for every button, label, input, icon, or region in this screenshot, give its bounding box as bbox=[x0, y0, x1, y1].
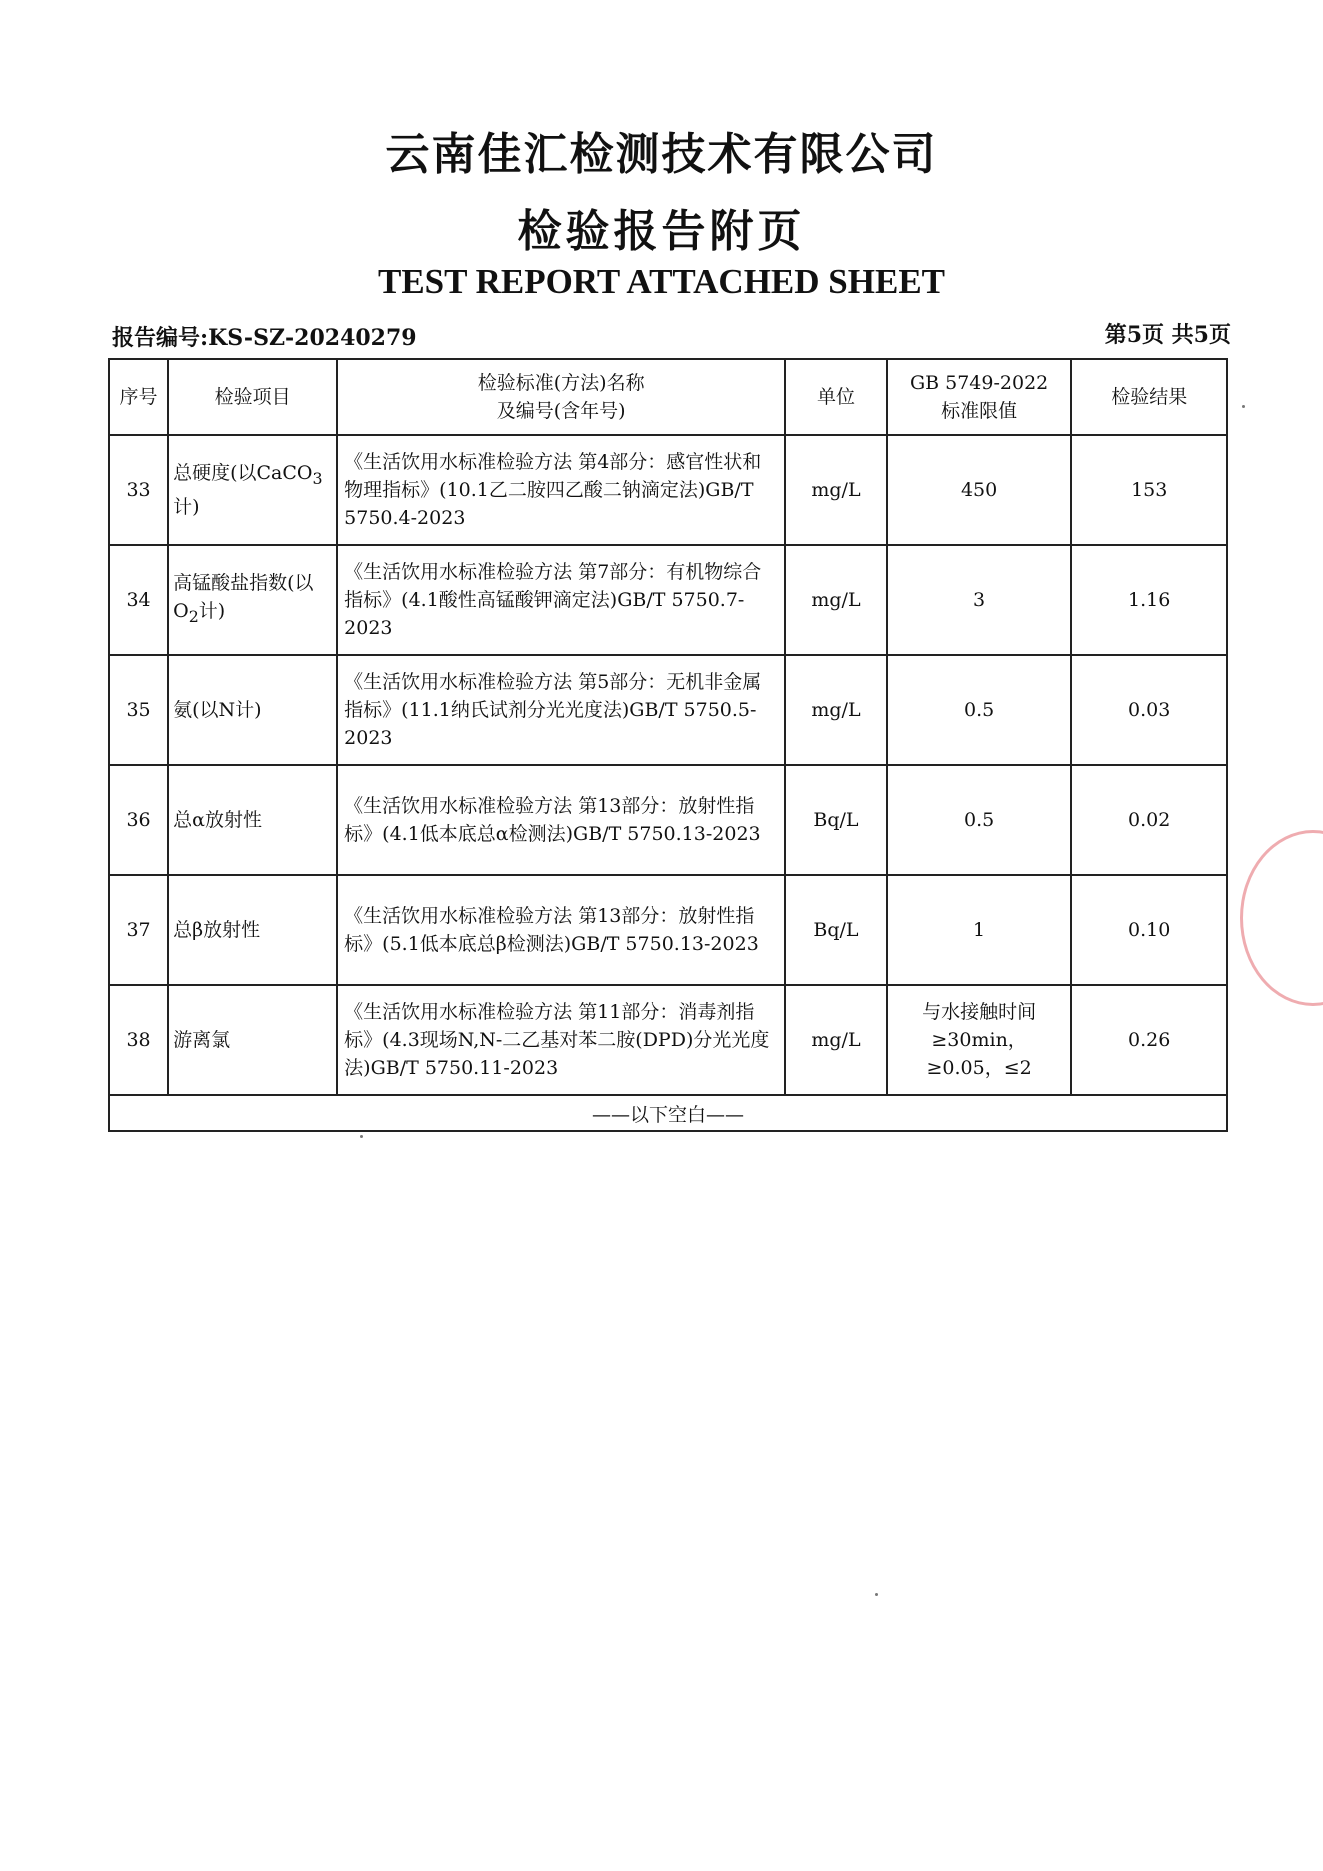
company-name: 云南佳汇检测技术有限公司 bbox=[385, 129, 938, 180]
table-row bbox=[109, 985, 1227, 1095]
row-result: 0.02 bbox=[1071, 765, 1227, 875]
row-limit: 450 bbox=[887, 435, 1072, 545]
row-method: 《生活饮用水标准检验方法 第13部分：放射性指标》(5.1低本底总β检测法)GB/T 5750.13-2023 bbox=[337, 875, 785, 985]
table-footer-row bbox=[109, 1095, 1227, 1131]
row-item-text: 氨(以N计) bbox=[173, 699, 262, 721]
header-limit-line1: GB 5749-2022 bbox=[909, 372, 1049, 394]
row-method: 《生活饮用水标准检验方法 第7部分：有机物综合指标》(4.1酸性高锰酸钾滴定法)GB/T 5750.7-2023 bbox=[337, 545, 785, 655]
row-item-suffix: 计) bbox=[198, 600, 226, 623]
report-title-cn: 检验报告附页 bbox=[517, 206, 806, 257]
table-row bbox=[109, 765, 1227, 875]
header-method-line1: 检验标准(方法)名称 bbox=[477, 372, 645, 394]
table-row bbox=[109, 545, 1227, 655]
header-limit-line2: 标准限值 bbox=[941, 400, 1018, 422]
row-unit: Bq/L bbox=[785, 765, 887, 875]
row-item-text: 游离氯 bbox=[173, 1029, 231, 1051]
header-item: 检验项目 bbox=[168, 359, 337, 435]
row-method: 《生活饮用水标准检验方法 第11部分：消毒剂指标》(4.3现场N,N-二乙基对苯二胺(DPD)分光光度法)GB/T 5750.11-2023 bbox=[337, 985, 785, 1095]
row-limit: 3 bbox=[887, 545, 1072, 655]
table-row bbox=[109, 875, 1227, 985]
seal-stamp bbox=[1240, 830, 1323, 1006]
blank-below-note: ——以下空白—— bbox=[109, 1095, 1227, 1131]
row-limit: 0.5 bbox=[887, 655, 1072, 765]
row-limit: 0.5 bbox=[887, 765, 1072, 875]
row-method: 《生活饮用水标准检验方法 第13部分：放射性指标》(4.1低本底总α检测法)GB/T 5750.13-2023 bbox=[337, 765, 785, 875]
row-result: 153 bbox=[1071, 435, 1227, 545]
row-no: 38 bbox=[109, 985, 168, 1095]
row-item-text: 总硬度(以CaCO bbox=[173, 462, 313, 485]
row-method: 《生活饮用水标准检验方法 第5部分：无机非金属指标》(11.1纳氏试剂分光光度法)GB/T 5750.5-2023 bbox=[337, 655, 785, 765]
report-title-en: TEST REPORT ATTACHED SHEET bbox=[377, 262, 946, 301]
row-result: 1.16 bbox=[1071, 545, 1227, 655]
row-item bbox=[168, 545, 337, 655]
row-result: 0.26 bbox=[1071, 985, 1227, 1095]
report-number: 报告编号:KS-SZ-20240279 bbox=[112, 325, 417, 351]
row-unit: mg/L bbox=[785, 655, 887, 765]
header-method-line2: 及编号(含年号) bbox=[496, 400, 626, 422]
row-unit: Bq/L bbox=[785, 875, 887, 985]
table-row bbox=[109, 655, 1227, 765]
row-item-text: 高锰酸盐指数(以O bbox=[173, 572, 314, 623]
header-no: 序号 bbox=[109, 359, 168, 435]
row-item bbox=[168, 765, 337, 875]
row-unit: mg/L bbox=[785, 985, 887, 1095]
row-method: 《生活饮用水标准检验方法 第4部分：感官性状和物理指标》(10.1乙二胺四乙酸二钠滴定法)GB/T 5750.4-2023 bbox=[337, 435, 785, 545]
row-result: 0.10 bbox=[1071, 875, 1227, 985]
scan-speck bbox=[1242, 405, 1245, 408]
row-result: 0.03 bbox=[1071, 655, 1227, 765]
header-limit bbox=[887, 359, 1072, 435]
row-item bbox=[168, 875, 337, 985]
header-method bbox=[337, 359, 785, 435]
row-item-subscript: 3 bbox=[312, 468, 323, 488]
row-item-subscript: 2 bbox=[188, 606, 199, 626]
row-item-suffix: 计) bbox=[173, 495, 200, 518]
row-limit: 1 bbox=[887, 875, 1072, 985]
row-limit: 与水接触时间≥30min，≥0.05，≤2 bbox=[887, 985, 1072, 1095]
row-unit: mg/L bbox=[785, 545, 887, 655]
row-item-text: 总α放射性 bbox=[173, 809, 262, 831]
scan-speck bbox=[875, 1593, 878, 1596]
row-no: 36 bbox=[109, 765, 168, 875]
row-no: 33 bbox=[109, 435, 168, 545]
row-unit: mg/L bbox=[785, 435, 887, 545]
row-no: 35 bbox=[109, 655, 168, 765]
results-table bbox=[108, 358, 1228, 1132]
row-item bbox=[168, 435, 337, 545]
row-no: 37 bbox=[109, 875, 168, 985]
row-item-text: 总β放射性 bbox=[173, 919, 261, 941]
table-header-row bbox=[109, 359, 1227, 435]
page-info: 第5页 共5页 bbox=[1104, 322, 1231, 348]
row-item bbox=[168, 985, 337, 1095]
scan-speck bbox=[360, 1135, 363, 1138]
header-unit: 单位 bbox=[785, 359, 887, 435]
row-no: 34 bbox=[109, 545, 168, 655]
row-item bbox=[168, 655, 337, 765]
header-result: 检验结果 bbox=[1071, 359, 1227, 435]
table-row bbox=[109, 435, 1227, 545]
